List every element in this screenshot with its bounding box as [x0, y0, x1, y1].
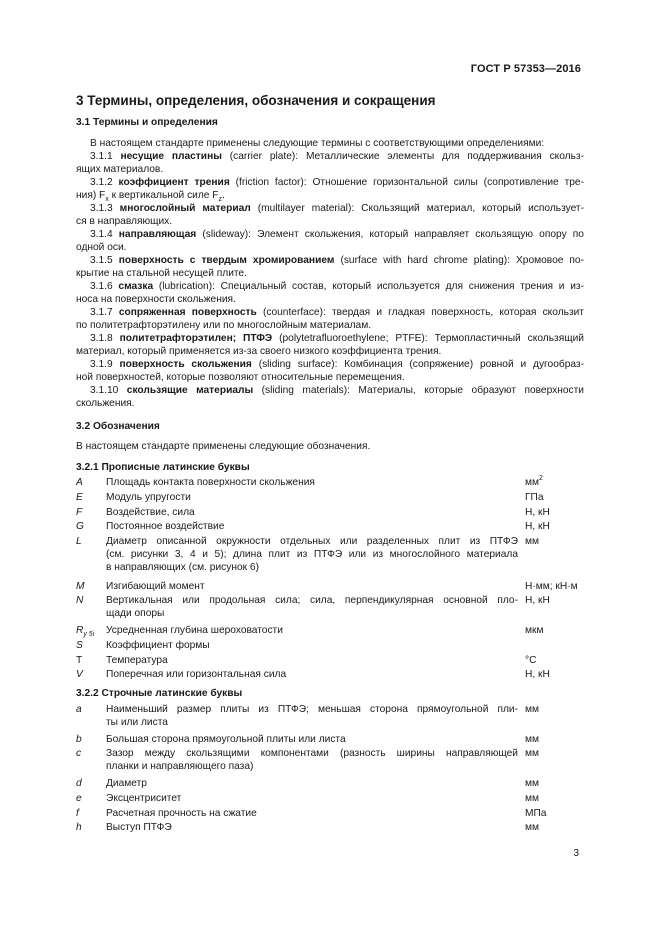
description-line: Воздействие, сила [106, 506, 195, 518]
description-line: Наименьший размер плиты из ПТФЭ; меньшая сторона прямоугольной пли- [106, 704, 518, 715]
description-line: Диаметр [106, 778, 147, 789]
description-line: Модуль упругости [106, 491, 191, 503]
term-entry [76, 280, 584, 306]
description-line: Расчетная прочность на сжатие [106, 807, 257, 819]
symbol-unit: Н, кН [525, 669, 550, 681]
term-english: (surface with hard chrome plating): [340, 255, 510, 266]
term-number: 3.1.9 [90, 359, 113, 370]
term-number: 3.1.7 [90, 307, 113, 318]
term-definition-part-1: Хромовое по- [509, 255, 584, 266]
term-definition-part-1: Комбинация (сопряжение) ровной и дугообраз- [337, 359, 584, 370]
term-number: 3.1.2 [90, 177, 113, 188]
term-definition-part-2: крытие на стальной несущей плите. [76, 268, 247, 279]
term-definition-end: . [222, 190, 225, 201]
subsection-3-2-1-title: 3.2.1 Прописные латинские буквы [76, 462, 250, 473]
symbol: A [76, 477, 83, 488]
symbol-description [106, 733, 518, 746]
symbol: f [76, 807, 79, 819]
term-definition-part-2: по политетрафторэтилену или по многослойным материалам. [76, 320, 372, 331]
term-line-1 [76, 358, 584, 371]
symbol-subscript: y 5i [83, 631, 95, 639]
symbol: $R_{y 5i}$ [76, 625, 95, 639]
term-english: (counterface): [262, 307, 326, 318]
term-entry [76, 384, 584, 410]
symbol-description [106, 639, 518, 652]
symbol-unit: °C [525, 654, 537, 666]
term-entry [76, 176, 584, 202]
term-number: 3.1.8 [90, 333, 113, 344]
symbol: c [76, 748, 82, 760]
term-english: (multilayer material): [257, 203, 355, 214]
symbol-unit: ГПа [525, 491, 544, 503]
term-name: поверхность с твердым хромированием [118, 255, 335, 266]
symbol: N [76, 595, 84, 607]
description-line: Вертикальная или продольная сила; сила, перпендикулярная основной пло- [106, 595, 518, 607]
symbol: F [76, 506, 83, 518]
description-line: ты или листа [106, 717, 168, 728]
symbol-description [106, 703, 518, 729]
term-line-1 [76, 254, 584, 267]
symbol: E [76, 491, 83, 503]
term-line-1 [76, 332, 584, 345]
symbol: e [76, 792, 82, 804]
term-line-2 [76, 267, 584, 280]
terms-list [76, 150, 584, 410]
symbol-description [106, 580, 518, 593]
symbol-description [106, 520, 518, 533]
term-line-2 [76, 163, 584, 176]
term-line-2 [76, 345, 584, 358]
term-name: многослойный материал [119, 203, 251, 214]
symbol-unit: мм [525, 536, 540, 548]
symbol-description [106, 624, 518, 637]
symbol: M [76, 580, 85, 592]
symbol: G [76, 521, 84, 533]
term-number: 3.1.4 [90, 229, 113, 240]
term-entry [76, 228, 584, 254]
description-line: Диаметр описанной окружности отдельных или разделенных плит из ПТФЭ [106, 536, 518, 548]
symbol-description [106, 654, 518, 667]
term-definition-part-1: Элемент скольжения, который направляет скользящую опору по [251, 229, 584, 240]
symbol-description [106, 594, 518, 620]
symbol-unit: мм [525, 748, 540, 760]
symbol-unit: мм [525, 778, 540, 789]
symbols-intro: В настоящем стандарте применены следующие обозначения. [76, 441, 371, 452]
term-definition-part-1: твердая и гладкая поверхность, которая скользит [325, 307, 584, 318]
description-line: в направляющих (см. рисунок 6) [106, 562, 259, 574]
symbol: V [76, 669, 83, 681]
symbol: h [76, 822, 82, 834]
term-entry [76, 358, 584, 384]
symbol-description [106, 535, 518, 574]
symbol-unit: $мм^2$ [525, 475, 543, 488]
description-line: (см. рисунки 3, 4 и 5); длина плит из ПТФЭ или из многослойного материала [106, 549, 518, 561]
description-line: Температура [106, 654, 168, 666]
term-english: (sliding surface): [258, 359, 338, 370]
description-line: Площадь контакта поверхности скольжения [106, 477, 315, 488]
term-name: скользящие материалы [126, 385, 254, 396]
term-english: (lubrication): [158, 281, 215, 292]
symbol: S [76, 639, 83, 651]
term-english: (carrier plate): [229, 151, 299, 162]
symbol-unit: мм [525, 792, 540, 804]
symbol-unit: мм [525, 822, 540, 834]
term-line-2 [76, 189, 584, 202]
standard-code-header: ГОСТ Р 57353—2016 [470, 63, 581, 75]
terms-block [76, 137, 584, 410]
symbol-unit: мкм [525, 625, 544, 636]
term-entry [76, 306, 584, 332]
section-3-1-title: 3.1 Термины и определения [76, 117, 218, 128]
term-line-1 [76, 176, 584, 189]
term-line-2 [76, 215, 584, 228]
description-line: Изгибающий момент [106, 580, 205, 592]
subsection-3-2-2-title: 3.2.2 Строчные латинские буквы [76, 688, 243, 699]
term-definition-part-2: ния) F [76, 190, 106, 201]
symbol-description [106, 821, 518, 834]
term-line-1 [76, 202, 584, 215]
term-definition-part-2: ся в направляющих. [76, 216, 173, 227]
term-name: направляющая [118, 229, 197, 240]
term-number: 3.1.1 [90, 151, 113, 162]
term-definition-part-1: Специальный состав, который используется для снижения трения и из- [214, 281, 584, 292]
term-line-2 [76, 371, 584, 384]
page-number: 3 [573, 848, 579, 859]
unit-superscript: 2 [539, 475, 543, 482]
subscript-z: z [218, 196, 223, 204]
term-definition-part-1: Металлические элементы для поддерживания скольз- [298, 151, 584, 162]
term-definition-part-2: скольжения. [76, 398, 135, 409]
term-name: коэффициент трения [118, 177, 230, 188]
term-line-2 [76, 293, 584, 306]
description-line: планки и направляющего паза) [106, 761, 254, 773]
term-definition-part-2: носа на поверхности скольжения. [76, 294, 236, 305]
term-line-1 [76, 150, 584, 163]
term-line-1 [76, 384, 584, 397]
term-line-1 [76, 306, 584, 319]
term-line-2 [76, 241, 584, 254]
description-line: Большая сторона прямоугольной плиты или листа [106, 733, 346, 745]
term-line-1 [76, 280, 584, 293]
symbol-unit: Н, кН [525, 521, 550, 533]
description-line: Зазор между скользящими компонентами (разность ширины направляющей [106, 748, 518, 760]
term-entry [76, 254, 584, 280]
term-number: 3.1.10 [90, 385, 119, 396]
section-3-2-title: 3.2 Обозначения [76, 421, 160, 432]
term-definition-part-1: Материалы, которые образуют поверхности [349, 385, 584, 396]
description-line: Выступ ПТФЭ [106, 822, 172, 834]
term-name: смазка [118, 281, 154, 292]
symbol-description [106, 506, 518, 519]
symbol-unit: Н, кН [525, 595, 550, 607]
section-3-title: 3 Термины, определения, обозначения и сокращения [76, 93, 436, 108]
term-english: (sliding materials): [261, 385, 350, 396]
symbol: L [76, 536, 82, 548]
description-line: Усредненная глубина шероховатости [106, 625, 283, 636]
symbol-description [106, 792, 518, 805]
symbol-description [106, 747, 518, 773]
term-english: (polytetrafluoroethylene; PTFE): [279, 333, 428, 344]
term-line-2 [76, 319, 584, 332]
description-line: щади опоры [106, 608, 165, 620]
symbol: T [76, 654, 83, 666]
term-definition-part-3: к вертикальной силе F [108, 190, 219, 201]
term-name: сопряженная поверхность [118, 307, 257, 318]
symbol-description [106, 807, 518, 820]
symbol-description [106, 777, 518, 790]
description-line: Постоянное воздействие [106, 521, 225, 533]
term-english: (slideway): [202, 229, 252, 240]
term-entry [76, 332, 584, 358]
term-definition-part-2: материал, который применяется из-за своего низкого коэффициента трения. [76, 346, 442, 357]
term-line-1 [76, 228, 584, 241]
term-definition-part-2: ящих материалов. [76, 164, 164, 175]
term-definition-part-1: Термопластичный скользящий [427, 333, 584, 344]
subscript-x: x [105, 196, 109, 204]
term-entry [76, 150, 584, 176]
symbol: b [76, 733, 82, 745]
symbol-unit: мм [525, 733, 540, 745]
symbol: a [76, 704, 82, 715]
symbol-unit: МПа [525, 807, 547, 819]
description-line: Коэффициент формы [106, 639, 210, 651]
symbol: d [76, 778, 82, 789]
term-name: политетрафторэтилен; ПТФЭ [119, 333, 273, 344]
description-line: Поперечная или горизонтальная сила [106, 669, 287, 681]
term-definition-part-2: одной оси. [76, 242, 127, 253]
symbol-description [106, 476, 518, 489]
symbol-description [106, 491, 518, 504]
symbol-unit: мм [525, 704, 540, 715]
symbol-unit: Н, кН [525, 506, 550, 518]
term-definition-part-2: ной поверхностей, которые позволяют относительные перемещения. [76, 372, 405, 383]
term-number: 3.1.6 [90, 281, 113, 292]
term-definition-part-1: Скользящий материал, который использует- [354, 203, 584, 214]
term-name: несущие пластины [120, 151, 222, 162]
term-english: (friction factor): [235, 177, 307, 188]
term-definition-part-1: Отношение горизонтальной силы (сопротивление тре- [306, 177, 584, 188]
term-entry [76, 202, 584, 228]
terms-intro: В настоящем стандарте применены следующие термины с соответствующими определениями: [90, 138, 545, 149]
symbol-description [106, 668, 518, 681]
term-line-2 [76, 397, 584, 410]
term-number: 3.1.5 [90, 255, 113, 266]
description-line: Эксцентриситет [106, 792, 182, 804]
term-name: поверхность скольжения [119, 359, 252, 370]
term-number: 3.1.3 [90, 203, 113, 214]
symbol-unit: Н·мм; кН·м [525, 580, 578, 592]
